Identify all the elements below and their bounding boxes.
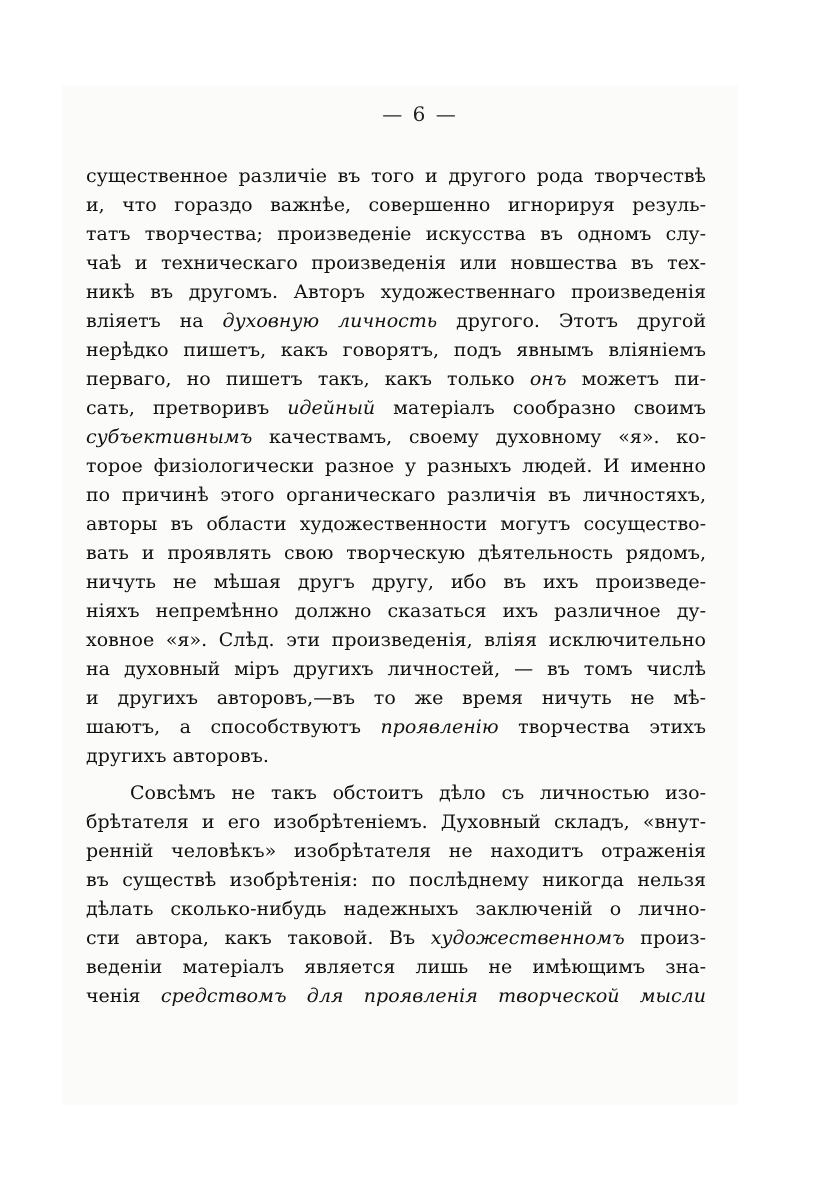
italic-phrase: художественномъ bbox=[430, 927, 625, 949]
text-line: въ существѣ изобрѣтенія: по послѣднему никогда нельзя bbox=[86, 869, 706, 891]
page-number: — 6 — bbox=[382, 102, 458, 126]
paragraph bbox=[86, 162, 706, 771]
text-line: торое физіологически разное у разныхъ людей. И именно bbox=[86, 455, 706, 477]
text-segment: творчества этихъ bbox=[498, 716, 706, 738]
text-line: другихъ авторовъ. bbox=[86, 745, 269, 767]
italic-phrase: духовную личность bbox=[222, 310, 438, 332]
text-line: и, что гораздо важнѣе, совершенно игнорируя резуль- bbox=[86, 194, 706, 216]
text-segment: матеріалъ сообразно своимъ bbox=[375, 397, 706, 419]
italic-phrase: средствомъ для проявленія творческой мысли bbox=[160, 985, 706, 1007]
italic-phrase: онъ bbox=[529, 368, 567, 390]
text-line bbox=[86, 924, 706, 953]
text-segment: качествамъ, своему духовному «я». ко- bbox=[252, 426, 706, 448]
text-segment: произ- bbox=[624, 927, 706, 949]
text-segment: сти автора, какъ таковой. Въ bbox=[86, 927, 431, 949]
text-line: вать и проявлять свою творческую дѣятельность рядомъ, bbox=[86, 542, 706, 564]
text-line bbox=[86, 307, 706, 336]
text-line: Совсѣмъ не такъ обстоитъ дѣло съ личностью изо- bbox=[130, 782, 706, 804]
paragraph bbox=[86, 779, 706, 1011]
text-line: веденіи матеріалъ является лишь не имѣющимъ зна- bbox=[86, 956, 706, 978]
text-line: ховное «я». Слѣд. эти произведенія, вліяя исключительно bbox=[86, 629, 706, 651]
italic-phrase: проявленію bbox=[380, 716, 499, 738]
text-line: и другихъ авторовъ,—въ то же время ничуть не мѣ- bbox=[86, 687, 706, 709]
text-line: брѣтателя и его изобрѣтеніемъ. Духовный складъ, «внут- bbox=[86, 811, 706, 833]
text-line: чаѣ и техническаго произведенія или новшества въ тех- bbox=[86, 252, 706, 274]
text-segment: перваго, но пишетъ такъ, какъ только bbox=[86, 368, 530, 390]
italic-phrase: субъективнымъ bbox=[86, 426, 253, 448]
text-segment: вліяетъ на bbox=[86, 310, 223, 332]
text-line: ренній человѣкъ» изобрѣтателя не находитъ отраженія bbox=[86, 840, 706, 862]
text-line: по причинѣ этого органическаго различія въ личностяхъ, bbox=[86, 484, 706, 506]
text-line: дѣлать сколько-нибудь надежныхъ заключеній о лично- bbox=[86, 898, 706, 920]
text-line: нерѣдко пишетъ, какъ говорятъ, подъ явнымъ вліяніемъ bbox=[86, 339, 706, 361]
italic-phrase: идейный bbox=[287, 397, 376, 419]
text-line bbox=[86, 423, 706, 452]
text-segment: шаютъ, а способствуютъ bbox=[86, 716, 381, 738]
text-line bbox=[86, 713, 706, 742]
text-line: ніяхъ непремѣнно должно сказаться ихъ различное ду- bbox=[86, 600, 706, 622]
text-line bbox=[86, 365, 706, 394]
text-line: никѣ въ другомъ. Авторъ художественнаго произведенія bbox=[86, 281, 706, 303]
text-line: существенное различіе въ того и другого рода творчествѣ bbox=[86, 165, 706, 187]
text-segment: сать, претворивъ bbox=[86, 397, 288, 419]
text-segment: ченія bbox=[86, 985, 161, 1007]
text-segment: другого. Этотъ другой bbox=[437, 310, 706, 332]
text-line: ничуть не мѣшая другъ другу, ибо въ ихъ произведе- bbox=[86, 571, 706, 593]
body-text bbox=[86, 162, 706, 1011]
text-line: авторы въ области художественности могутъ сосуществo- bbox=[86, 513, 706, 535]
text-line bbox=[86, 982, 706, 1011]
text-line: татъ творчества; произведеніе искусства въ одномъ слу- bbox=[86, 223, 706, 245]
text-line: на духовный міръ другихъ личностей, — въ томъ числѣ bbox=[86, 658, 706, 680]
text-segment: можетъ пи- bbox=[566, 368, 706, 390]
text-line bbox=[86, 394, 706, 423]
